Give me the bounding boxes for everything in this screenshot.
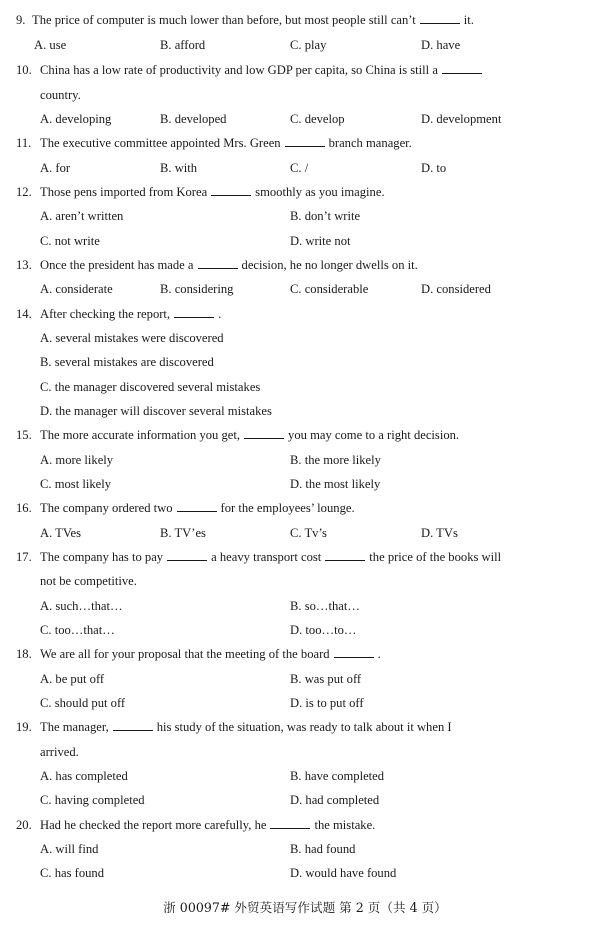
question-stem: We are all for your proposal that the meeting of the board . (40, 647, 381, 661)
option-c: C. develop (290, 112, 345, 126)
option-d: D. is to put off (290, 696, 364, 710)
options-row (0, 791, 610, 809)
answer-blank (244, 426, 284, 439)
options-row (0, 329, 610, 347)
option-c: C. not write (40, 234, 100, 248)
option-a: A. will find (40, 842, 99, 856)
option-d: D. write not (290, 234, 351, 248)
question-stem: Those pens imported from Korea smoothly as you imagine. (40, 185, 385, 199)
question-number: 16. (16, 501, 32, 515)
question-20 (0, 816, 610, 834)
options-row (0, 475, 610, 493)
question-stem: The company has to pay a heavy transport cost the price of the books will (40, 550, 502, 564)
answer-blank (442, 61, 482, 74)
question-number: 17. (16, 550, 32, 564)
page-footer: 浙 00097# 外贸英语写作试题 第 2 页（共 4 页） (163, 900, 447, 915)
question-continuation: arrived. (40, 745, 79, 759)
answer-blank (285, 134, 325, 147)
option-d: D. would have found (290, 866, 397, 880)
options-row (0, 451, 610, 469)
option-d: D. the manager will discover several mistakes (40, 404, 272, 418)
option-c: C. play (290, 38, 327, 52)
option-d: D. development (421, 112, 502, 126)
option-b: B. TV’es (160, 526, 206, 540)
option-a: A. developing (40, 112, 112, 126)
option-c: C. too…that… (40, 623, 115, 637)
option-b: B. the more likely (290, 453, 381, 467)
question-number: 14. (16, 307, 32, 321)
options-row (0, 280, 610, 298)
options-row (0, 159, 610, 177)
option-a: A. such…that… (40, 599, 123, 613)
option-c: C. considerable (290, 282, 369, 296)
question-15 (0, 426, 610, 444)
option-a: A. several mistakes were discovered (40, 331, 224, 345)
question-stem: The price of computer is much lower than before, but most people still can’t it. (32, 13, 474, 27)
options-row (0, 110, 610, 128)
options-row (0, 207, 610, 225)
answer-blank (113, 718, 153, 731)
question-number: 20. (16, 818, 32, 832)
option-c: C. most likely (40, 477, 112, 491)
options-row (0, 621, 610, 639)
question-stem: The company ordered two for the employees’ lounge. (40, 501, 355, 515)
question-stem: After checking the report, . (40, 307, 222, 321)
options-row (0, 524, 610, 542)
question-number: 18. (16, 647, 32, 661)
question-number: 15. (16, 428, 32, 442)
option-c: C. has found (40, 866, 105, 880)
options-row (0, 767, 610, 785)
question-continuation: country. (40, 88, 81, 102)
question-number: 11. (16, 136, 32, 150)
options-row (0, 232, 610, 250)
option-b: B. have completed (290, 769, 385, 783)
options-row (0, 840, 610, 858)
option-b: B. so…that… (290, 599, 360, 613)
options-row (0, 864, 610, 882)
answer-blank (174, 305, 214, 318)
options-row (0, 597, 610, 615)
option-a: A. use (34, 38, 67, 52)
option-d: D. had completed (290, 793, 380, 807)
question-number: 12. (16, 185, 32, 199)
answer-blank (325, 548, 365, 561)
question-19 (0, 718, 610, 736)
option-a: A. for (40, 161, 71, 175)
answer-blank (211, 183, 251, 196)
question-18 (0, 645, 610, 663)
option-a: A. TVes (40, 526, 82, 540)
answer-blank (334, 645, 374, 658)
question-continuation: not be competitive. (40, 574, 137, 588)
answer-blank (270, 816, 310, 829)
option-b: B. had found (290, 842, 356, 856)
option-b: B. with (160, 161, 198, 175)
option-d: D. too…to… (290, 623, 357, 637)
question-10 (0, 61, 610, 79)
options-row (0, 402, 610, 420)
answer-blank (420, 11, 460, 24)
question-13 (0, 256, 610, 274)
option-a: A. aren’t written (40, 209, 124, 223)
question-number: 13. (16, 258, 32, 272)
question-number: 19. (16, 720, 32, 734)
question-stem: The manager, his study of the situation, was ready to talk about it when I (40, 720, 452, 734)
question-stem: Had he checked the report more carefully, he the mistake. (40, 818, 376, 832)
option-b: B. developed (160, 112, 227, 126)
question-stem: The more accurate information you get, you may come to a right decision. (40, 428, 460, 442)
answer-blank (198, 256, 238, 269)
option-b: B. don’t write (290, 209, 361, 223)
option-a: A. has completed (40, 769, 128, 783)
option-d: D. have (421, 38, 461, 52)
options-row (0, 36, 610, 54)
option-c: C. should put off (40, 696, 126, 710)
question-stem: The executive committee appointed Mrs. Green branch manager. (40, 136, 412, 150)
answer-blank (177, 499, 217, 512)
options-row (0, 670, 610, 688)
question-number: 9. (16, 13, 26, 27)
option-c: C. / (290, 161, 309, 175)
option-a: A. more likely (40, 453, 114, 467)
question-stem: China has a low rate of productivity and low GDP per capita, so China is still a (40, 61, 486, 79)
question-number: 10. (16, 63, 32, 77)
question-16 (0, 499, 610, 517)
option-b: B. considering (160, 282, 234, 296)
option-d: D. the most likely (290, 477, 381, 491)
question-11 (0, 134, 610, 152)
option-d: D. considered (421, 282, 491, 296)
option-b: B. afford (160, 38, 206, 52)
question-14 (0, 305, 610, 323)
option-d: D. to (421, 161, 447, 175)
option-b: B. several mistakes are discovered (40, 355, 214, 369)
option-c: C. Tv’s (290, 526, 327, 540)
option-a: A. be put off (40, 672, 105, 686)
option-c: C. the manager discovered several mistakes (40, 380, 261, 394)
question-17 (0, 548, 610, 566)
option-a: A. considerate (40, 282, 113, 296)
question-stem: Once the president has made a decision, he no longer dwells on it. (40, 258, 418, 272)
question-12 (0, 183, 610, 201)
option-c: C. having completed (40, 793, 145, 807)
options-row (0, 353, 610, 371)
answer-blank (167, 548, 207, 561)
options-row (0, 694, 610, 712)
option-b: B. was put off (290, 672, 362, 686)
question-9 (0, 11, 610, 29)
options-row (0, 378, 610, 396)
option-d: D. TVs (421, 526, 458, 540)
